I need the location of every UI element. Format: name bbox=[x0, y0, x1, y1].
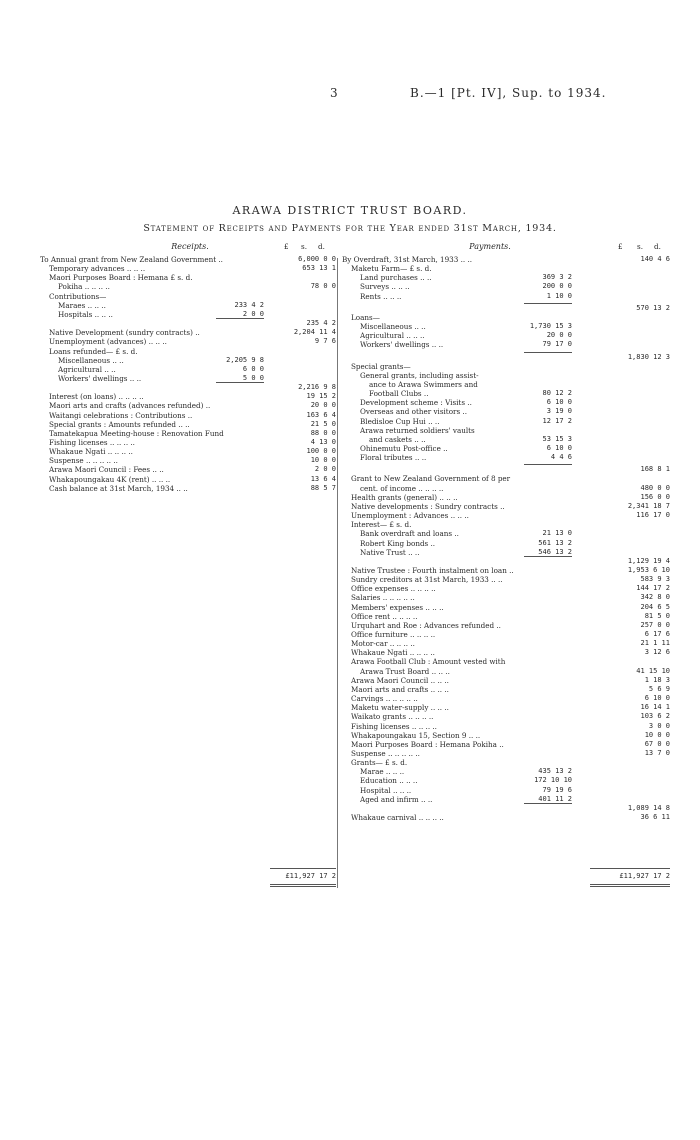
payment-amount: 1,953 6 10 bbox=[627, 565, 670, 574]
payment-row bbox=[342, 331, 670, 340]
payment-amount: 1,089 14 8 bbox=[627, 803, 670, 812]
payment-amount: 1,129 19 4 bbox=[627, 556, 670, 565]
receipt-amount: 78 0 0 bbox=[310, 282, 336, 291]
payment-row bbox=[342, 353, 670, 362]
payments-total-rule bbox=[590, 868, 670, 869]
payment-sub-amount: 172 10 10 bbox=[534, 776, 572, 785]
payment-row bbox=[342, 703, 670, 712]
payment-row bbox=[342, 453, 670, 462]
receipt-item-label: Native Development (sundry contracts) .. bbox=[49, 328, 200, 338]
payment-amount: 156 0 0 bbox=[640, 492, 670, 501]
receipt-item-label: Maraes .. .. .. bbox=[58, 300, 106, 310]
payment-amount: 1,830 12 3 bbox=[627, 352, 670, 361]
receipt-subtotal-rule bbox=[216, 382, 264, 383]
receipt-item-label: Agricultural .. .. bbox=[58, 364, 116, 374]
payment-row bbox=[342, 398, 670, 407]
payment-row bbox=[342, 371, 670, 380]
payment-row bbox=[342, 776, 670, 785]
payment-item-label: Agricultural .. .. .. bbox=[360, 331, 425, 341]
payment-item-label: Overseas and other visitors .. bbox=[360, 407, 468, 417]
payment-row bbox=[342, 676, 670, 685]
receipt-amount: 4 13 0 bbox=[310, 438, 336, 446]
payment-row bbox=[342, 511, 670, 520]
payment-item-label: Interest— £ s. d. bbox=[351, 520, 412, 530]
payment-row bbox=[342, 786, 670, 795]
payment-item-label: and caskets .. .. bbox=[369, 434, 426, 444]
receipt-row bbox=[40, 420, 336, 429]
receipt-item-label: Special grants : Amounts refunded .. .. bbox=[49, 419, 190, 429]
receipt-item-label: Temporary advances .. .. .. bbox=[49, 264, 146, 274]
receipts-heading: Receipts. bbox=[171, 242, 209, 251]
payment-amount: 480 0 0 bbox=[640, 483, 670, 492]
payments-shilling-head: s. bbox=[637, 242, 643, 251]
payment-sub-amount: 546 13 2 bbox=[538, 547, 572, 556]
receipt-item-label: Loans refunded— £ s. d. bbox=[49, 346, 138, 356]
payment-item-label: Native developments : Sundry contracts .. bbox=[351, 501, 505, 511]
payment-subtotal-rule bbox=[524, 556, 572, 557]
payment-amount: 257 0 0 bbox=[640, 620, 670, 629]
receipt-item-label: Whakaue Ngati .. .. .. .. bbox=[49, 447, 133, 457]
payment-row bbox=[342, 362, 670, 371]
payment-row bbox=[342, 749, 670, 758]
payments-pound-head: £ bbox=[618, 242, 623, 251]
payments-total-double-rule-a bbox=[590, 884, 670, 885]
payment-amount: 21 1 11 bbox=[640, 639, 670, 648]
receipt-row bbox=[40, 255, 336, 264]
payment-row bbox=[342, 603, 670, 612]
receipt-item-label: Hospitals .. .. .. bbox=[58, 309, 113, 319]
payment-row bbox=[342, 417, 670, 426]
payment-row bbox=[342, 389, 670, 398]
receipt-subtotal-rule bbox=[216, 318, 264, 319]
payment-amount: 1 18 3 bbox=[644, 675, 670, 684]
payment-row bbox=[342, 639, 670, 648]
payment-item-label: Robert King bonds .. bbox=[360, 538, 436, 548]
payment-item-label: Rents .. .. .. bbox=[360, 291, 402, 301]
payment-row bbox=[342, 340, 670, 349]
statement-subtitle: Statement of Receipts and Payments for the Year ended 31st March, 1934. bbox=[143, 223, 557, 234]
payment-sub-amount: 200 0 0 bbox=[542, 282, 572, 291]
payment-row bbox=[342, 566, 670, 575]
page-number: 3 bbox=[330, 86, 338, 100]
payment-item-label: Ohinemutu Post-office .. bbox=[360, 444, 448, 453]
payment-item-label: Suspense .. .. .. .. .. bbox=[351, 748, 420, 758]
payment-row bbox=[342, 426, 670, 435]
payment-row bbox=[342, 804, 670, 813]
payment-item-label: Loans— bbox=[351, 312, 380, 322]
payment-item-label: Hospital .. .. .. bbox=[360, 785, 412, 795]
payment-sub-amount: 21 13 0 bbox=[542, 529, 572, 538]
payment-amount: 2,341 18 7 bbox=[627, 501, 670, 510]
payment-item-label: Health grants (general) .. .. .. bbox=[351, 492, 458, 502]
receipt-item-label: Whakapoungakau 4K (rent) .. .. .. bbox=[49, 474, 171, 484]
payment-item-label: Floral tributes .. .. bbox=[360, 453, 427, 463]
payment-row bbox=[342, 502, 670, 511]
receipt-row bbox=[40, 282, 336, 291]
payment-amount: 41 15 10 bbox=[636, 666, 670, 675]
receipt-amount: 88 0 0 bbox=[310, 428, 336, 437]
receipt-row bbox=[40, 411, 336, 420]
payment-row bbox=[342, 529, 670, 538]
payments-pence-head: d. bbox=[654, 242, 661, 251]
payment-row bbox=[342, 767, 670, 776]
payment-row bbox=[342, 484, 670, 493]
receipt-row bbox=[40, 319, 336, 328]
receipt-row bbox=[40, 310, 336, 319]
payment-row bbox=[342, 722, 670, 731]
payment-amount: 81 5 0 bbox=[644, 611, 670, 620]
receipt-row bbox=[40, 383, 336, 392]
payment-row bbox=[342, 621, 670, 630]
receipt-row bbox=[40, 301, 336, 310]
payment-item-label: Whakapoungakau 15, Section 9 .. .. bbox=[351, 730, 481, 740]
payment-sub-amount: 79 19 6 bbox=[542, 785, 572, 794]
receipt-amount: 9 7 6 bbox=[314, 337, 336, 346]
payment-item-label: Carvings .. .. .. .. .. bbox=[351, 694, 418, 704]
payment-sub-amount: 4 4 6 bbox=[550, 453, 572, 462]
payment-item-label: Maketu Farm— £ s. d. bbox=[351, 264, 432, 274]
payment-item-label: Bank overdraft and loans .. bbox=[360, 529, 459, 539]
payment-item-label: Maketu water-supply .. .. .. bbox=[351, 703, 449, 713]
payment-row bbox=[342, 648, 670, 657]
payment-sub-amount: 1,730 15 3 bbox=[529, 322, 572, 331]
receipts-total-rule bbox=[270, 868, 336, 869]
payment-item-label: Waikato grants .. .. .. .. bbox=[351, 712, 434, 722]
payment-item-label: Grant to New Zealand Government of 8 per bbox=[351, 474, 511, 484]
payment-subtotal-rule bbox=[524, 352, 572, 353]
receipt-item-label: Tamatekapua Meeting-house : Renovation Fund bbox=[49, 428, 224, 438]
payment-item-label: Aged and infirm .. .. bbox=[360, 794, 433, 804]
payment-row bbox=[342, 575, 670, 584]
payment-row bbox=[342, 584, 670, 593]
payment-item-label: Development scheme : Visits .. bbox=[360, 398, 472, 408]
payment-item-label: Native Trustee : Fourth instalment on loan .. bbox=[351, 565, 514, 575]
payment-item-label: Whakaue Ngati .. .. .. .. bbox=[351, 648, 435, 658]
payment-row bbox=[342, 264, 670, 273]
payment-item-label: Workers' dwellings .. .. bbox=[360, 340, 444, 350]
payment-row bbox=[342, 282, 670, 291]
payment-item-label: Unemployment : Advances .. .. .. bbox=[351, 511, 469, 521]
payment-item-label: Arawa Football Club : Amount vested with bbox=[351, 657, 506, 667]
receipts-total: £11,927 17 2 bbox=[285, 872, 336, 880]
payment-item-label: Arawa Trust Board .. .. .. bbox=[360, 666, 450, 676]
receipt-item-label: Suspense .. .. .. .. .. bbox=[49, 456, 118, 466]
payment-item-label: Motor-car .. .. .. .. bbox=[351, 639, 415, 649]
receipt-item-label: Maori arts and crafts (advances refunded) .. bbox=[49, 401, 211, 411]
receipt-row bbox=[40, 456, 336, 465]
payment-sub-amount: 80 12 2 bbox=[542, 389, 572, 398]
payment-amount: 10 0 0 bbox=[644, 730, 670, 739]
payment-subtotal-rule bbox=[524, 303, 572, 304]
payment-row bbox=[342, 273, 670, 282]
payment-amount: 583 9 3 bbox=[640, 575, 670, 584]
payment-row bbox=[342, 612, 670, 621]
payment-item-label: By Overdraft, 31st March, 1933 .. .. bbox=[342, 255, 473, 264]
payment-item-label: Bledisloe Cup Hui .. .. bbox=[360, 416, 440, 426]
receipt-row bbox=[40, 273, 336, 282]
receipt-sub-amount: 233 4 2 bbox=[234, 300, 264, 309]
receipt-amount: 88 5 7 bbox=[310, 483, 336, 492]
receipt-sub-amount: 5 0 0 bbox=[242, 373, 264, 382]
receipts-total-double-rule-a bbox=[270, 884, 336, 885]
payment-item-label: Office furniture .. .. .. .. bbox=[351, 630, 436, 639]
payment-row bbox=[342, 539, 670, 548]
receipt-row bbox=[40, 337, 336, 346]
payment-amount: 116 17 0 bbox=[636, 511, 670, 520]
payment-sub-amount: 3 19 0 bbox=[546, 407, 572, 416]
receipt-amount: 19 15 2 bbox=[306, 392, 336, 401]
receipt-item-label: Maori Purposes Board : Hemana £ s. d. bbox=[49, 273, 193, 283]
receipt-amount: 20 0 0 bbox=[310, 401, 336, 410]
receipt-row bbox=[40, 401, 336, 410]
payment-row bbox=[342, 795, 670, 804]
receipt-amount: 653 13 1 bbox=[302, 264, 336, 273]
receipt-item-label: To Annual grant from New Zealand Government .. bbox=[40, 255, 223, 264]
payment-row bbox=[342, 712, 670, 721]
payment-amount: 13 7 0 bbox=[644, 748, 670, 757]
payment-amount: 5 6 9 bbox=[648, 684, 670, 693]
payment-item-label: cent. of income .. .. .. .. bbox=[360, 483, 444, 493]
page-title: ARAWA DISTRICT TRUST BOARD. bbox=[232, 204, 468, 217]
payment-row bbox=[342, 667, 670, 676]
payment-amount: 103 6 2 bbox=[640, 712, 670, 721]
receipt-item-label: Fishing licenses .. .. .. .. bbox=[49, 438, 135, 447]
payment-amount: 140 4 6 bbox=[640, 255, 670, 263]
receipt-item-label: Unemployment (advances) .. .. .. bbox=[49, 337, 167, 347]
payment-row bbox=[342, 548, 670, 557]
payment-amount: 6 17 6 bbox=[644, 630, 670, 638]
payment-item-label: Fishing licenses .. .. .. .. bbox=[351, 721, 437, 731]
receipt-amount: 10 0 0 bbox=[310, 456, 336, 465]
receipt-row bbox=[40, 447, 336, 456]
payment-item-label: Special grants— bbox=[351, 361, 411, 371]
receipt-row bbox=[40, 347, 336, 356]
payments-heading: Payments. bbox=[469, 242, 511, 251]
payment-row bbox=[342, 435, 670, 444]
payment-row bbox=[342, 444, 670, 453]
payment-amount: 3 12 6 bbox=[644, 648, 670, 657]
receipt-amount: 163 6 4 bbox=[306, 410, 336, 419]
receipt-amount: 2 0 0 bbox=[314, 465, 336, 474]
receipt-row bbox=[40, 429, 336, 438]
payment-row bbox=[342, 520, 670, 529]
payment-sub-amount: 1 10 0 bbox=[546, 291, 572, 300]
receipt-item-label: Pokiha .. .. .. .. bbox=[58, 282, 110, 292]
receipt-row bbox=[40, 392, 336, 401]
receipt-item-label: Waitangi celebrations : Contributions .. bbox=[49, 410, 193, 420]
payment-row bbox=[342, 465, 670, 474]
receipt-item-label: Workers' dwellings .. .. bbox=[58, 373, 142, 383]
payment-row bbox=[342, 493, 670, 502]
payments-total-double-rule-b bbox=[590, 886, 670, 887]
receipt-amount: 2,204 11 4 bbox=[293, 328, 336, 337]
payment-amount: 16 14 1 bbox=[640, 703, 670, 712]
payment-amount: 168 8 1 bbox=[640, 465, 670, 474]
payment-item-label: Marae .. .. .. bbox=[360, 767, 405, 777]
payment-sub-amount: 435 13 2 bbox=[538, 767, 572, 776]
receipt-item-label: Contributions— bbox=[49, 291, 107, 301]
receipt-item-label: Miscellaneous .. .. bbox=[58, 355, 124, 365]
payment-amount: 67 0 0 bbox=[644, 739, 670, 748]
receipt-row bbox=[40, 374, 336, 383]
payment-amount: 144 17 2 bbox=[636, 584, 670, 593]
receipts-pound-head: £ bbox=[284, 242, 289, 251]
receipt-row bbox=[40, 438, 336, 447]
payment-row bbox=[342, 474, 670, 483]
payment-amount: 342 8 0 bbox=[640, 593, 670, 602]
receipts-total-double-rule-b bbox=[270, 886, 336, 887]
payment-item-label: Whakaue carnival .. .. .. .. bbox=[351, 813, 444, 822]
receipt-sub-amount: 2,205 9 8 bbox=[226, 355, 264, 364]
payment-item-label: Football Clubs .. bbox=[369, 389, 429, 399]
receipt-item-label: Interest (on loans) .. .. .. .. bbox=[49, 392, 144, 402]
payment-item-label: Education .. .. .. bbox=[360, 776, 418, 786]
payment-item-label: ance to Arawa Swimmers and bbox=[369, 379, 478, 389]
receipt-amount: 21 5 0 bbox=[310, 419, 336, 428]
receipt-amount: 100 0 0 bbox=[306, 447, 336, 456]
payment-row bbox=[342, 557, 670, 566]
payment-row bbox=[342, 292, 670, 301]
payment-row bbox=[342, 313, 670, 322]
receipt-row bbox=[40, 328, 336, 337]
receipt-row bbox=[40, 264, 336, 273]
receipt-sub-amount: 6 0 0 bbox=[242, 364, 264, 373]
payment-item-label: Native Trust .. .. bbox=[360, 547, 420, 557]
payment-item-label: Urquhart and Roe : Advances refunded .. bbox=[351, 620, 501, 630]
payment-amount: 3 0 0 bbox=[648, 721, 670, 730]
payment-row bbox=[342, 322, 670, 331]
payment-row bbox=[342, 657, 670, 666]
payment-row bbox=[342, 685, 670, 694]
payment-item-label: Salaries .. .. .. .. .. bbox=[351, 593, 415, 603]
receipt-row bbox=[40, 356, 336, 365]
payment-item-label: Sundry creditors at 31st March, 1933 .. .. bbox=[351, 575, 503, 585]
payment-sub-amount: 12 17 2 bbox=[542, 416, 572, 425]
receipt-row bbox=[40, 475, 336, 484]
payment-item-label: Office expenses .. .. .. .. bbox=[351, 584, 436, 594]
payment-item-label: Arawa returned soldiers' vaults bbox=[360, 425, 475, 435]
receipt-row bbox=[40, 365, 336, 374]
payment-subtotal-rule bbox=[524, 803, 572, 804]
payment-amount: 36 6 11 bbox=[640, 813, 670, 821]
payment-sub-amount: 79 17 0 bbox=[542, 340, 572, 349]
payment-sub-amount: 6 10 0 bbox=[546, 398, 572, 407]
payment-row bbox=[342, 694, 670, 703]
receipt-item-label: Arawa Maori Council : Fees .. .. bbox=[49, 465, 164, 475]
column-divider bbox=[337, 258, 338, 888]
receipt-amount: 6,000 0 0 bbox=[298, 255, 336, 263]
payment-sub-amount: 401 11 2 bbox=[538, 794, 572, 803]
payment-amount: 204 6 5 bbox=[640, 602, 670, 611]
payment-row bbox=[342, 407, 670, 416]
payment-item-label: Surveys .. .. .. bbox=[360, 282, 410, 292]
receipt-amount: 235 4 2 bbox=[306, 319, 336, 328]
payment-row bbox=[342, 630, 670, 639]
receipts-pence-head: d. bbox=[318, 242, 325, 251]
receipts-shilling-head: s. bbox=[301, 242, 307, 251]
payment-sub-amount: 561 13 2 bbox=[538, 538, 572, 547]
payment-row bbox=[342, 380, 670, 389]
payments-total: £11,927 17 2 bbox=[619, 872, 670, 880]
receipt-row bbox=[40, 484, 336, 493]
payment-item-label: Land purchases .. .. bbox=[360, 273, 432, 283]
payment-sub-amount: 53 15 3 bbox=[542, 434, 572, 443]
payment-row bbox=[342, 593, 670, 602]
payment-row bbox=[342, 255, 670, 264]
document-reference: B.—1 [Pt. IV], Sup. to 1934. bbox=[410, 86, 607, 100]
payment-sub-amount: 369 3 2 bbox=[542, 273, 572, 282]
payment-amount: 570 13 2 bbox=[636, 303, 670, 312]
payment-row bbox=[342, 731, 670, 740]
receipt-amount: 2,216 9 8 bbox=[298, 383, 336, 392]
receipt-sub-amount: 2 0 0 bbox=[242, 309, 264, 318]
receipt-row bbox=[40, 465, 336, 474]
payment-amount: 6 10 0 bbox=[644, 694, 670, 703]
receipt-amount: 13 6 4 bbox=[310, 474, 336, 483]
payment-sub-amount: 6 10 0 bbox=[546, 444, 572, 452]
payment-item-label: Members' expenses .. .. .. bbox=[351, 602, 444, 612]
payment-row bbox=[342, 304, 670, 313]
payment-sub-amount: 20 0 0 bbox=[546, 331, 572, 340]
payment-item-label: Miscellaneous .. .. bbox=[360, 322, 426, 332]
payment-row bbox=[342, 758, 670, 767]
receipt-item-label: Cash balance at 31st March, 1934 .. .. bbox=[49, 483, 188, 493]
payment-subtotal-rule bbox=[524, 464, 572, 465]
payment-item-label: Maori Purposes Board : Hemana Pokiha .. bbox=[351, 739, 504, 749]
payment-item-label: Arawa Maori Council .. .. .. bbox=[351, 675, 449, 685]
payment-row bbox=[342, 740, 670, 749]
payment-item-label: Maori arts and crafts .. .. .. bbox=[351, 684, 449, 694]
receipt-row bbox=[40, 292, 336, 301]
payment-item-label: General grants, including assist- bbox=[360, 370, 479, 380]
payment-item-label: Grants— £ s. d. bbox=[351, 758, 408, 768]
payment-item-label: Office rent .. .. .. .. bbox=[351, 611, 418, 621]
payment-row bbox=[342, 813, 670, 822]
